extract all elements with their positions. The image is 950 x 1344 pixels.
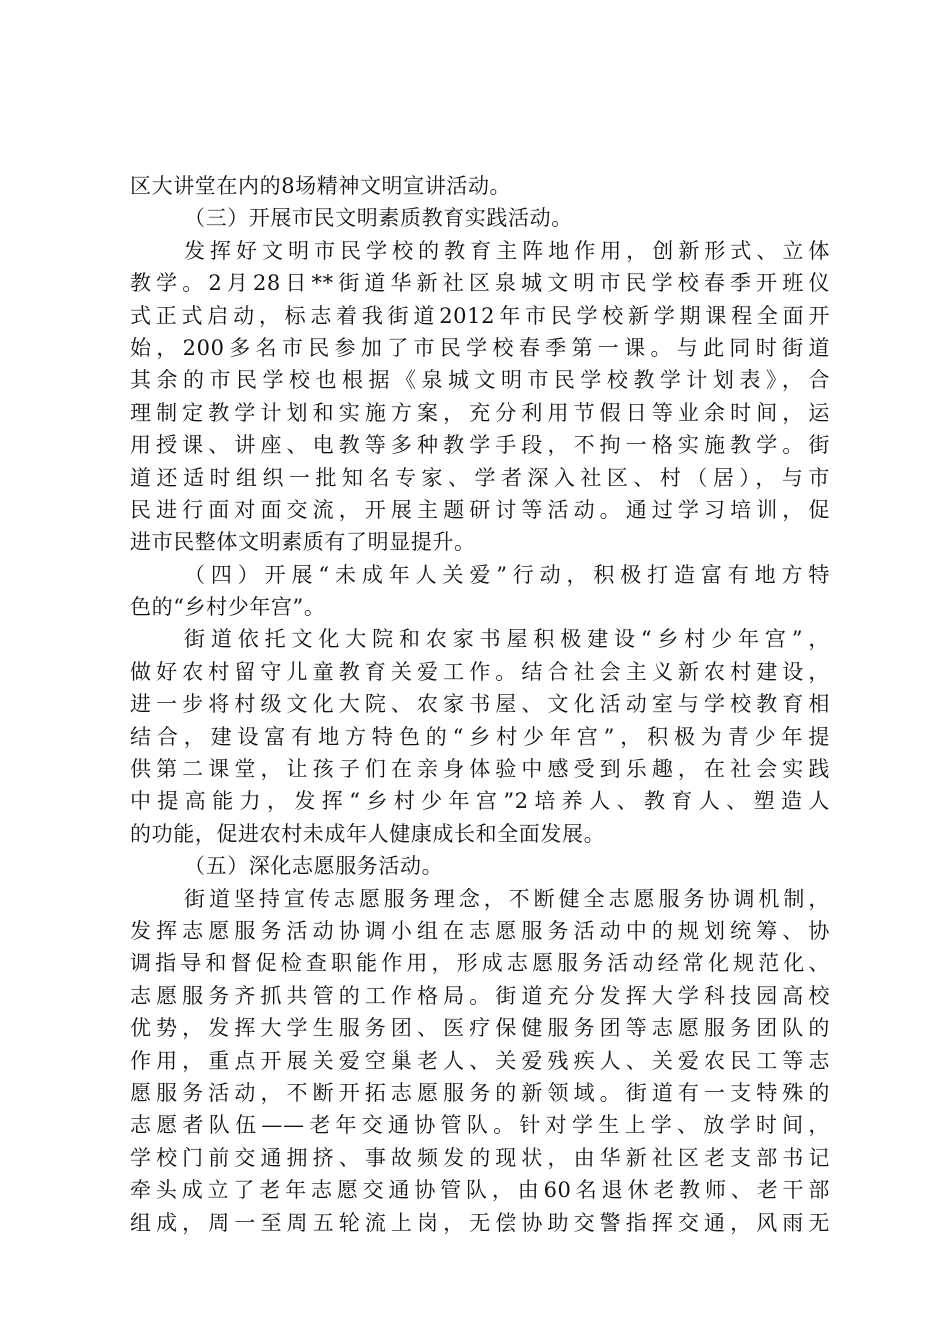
text-line: 结合，建设富有地方特色的“乡村少年宫”，积极为青少年提 — [130, 724, 830, 749]
text-line: 区大讲堂在内的8场精神文明宣讲活动。 — [130, 174, 512, 198]
text-line: 民进行面对面交流，开展主题研讨等活动。通过学习培训，促 — [130, 497, 830, 522]
text-line: 街道依托文化大院和农家书屋积极建设“乡村少年宫”， — [184, 627, 830, 652]
text-line: 道还适时组织一批知名专家、学者深入社区、村（居），与市 — [130, 465, 830, 490]
text-line: 其余的市民学校也根据《泉城文明市民学校教学计划表》，合 — [130, 368, 830, 393]
text-line: 的功能，促进农村未成年人健康成长和全面发展。 — [130, 821, 606, 846]
text-line: 调指导和督促检查职能作用，形成志愿服务活动经常化规范化、 — [130, 951, 830, 976]
text-line: 色的“乡村少年宫”。 — [130, 595, 326, 620]
text-line: 街道坚持宣传志愿服务理念，不断健全志愿服务协调机制， — [184, 886, 830, 911]
document-page — [130, 170, 830, 1239]
text-line: 作用，重点开展关爱空巢老人、关爱残疾人、关爱农民工等志 — [130, 1048, 830, 1073]
text-line: （五）深化志愿服务活动。 — [184, 854, 444, 879]
text-line: 优势，发挥大学生服务团、医疗保健服务团等志愿服务团队的 — [130, 1016, 830, 1041]
text-line: 发挥志愿服务活动协调小组在志愿服务活动中的规划统筹、协 — [130, 918, 830, 943]
text-line: 发挥好文明市民学校的教育主阵地作用，创新形式、立体 — [184, 238, 830, 263]
text-line: 式正式启动，标志着我街道2012年市民学校新学期课程全面开 — [130, 303, 830, 328]
text-line: 始，200多名市民参加了市民学校春季第一课。与此同时街道 — [130, 335, 830, 360]
text-line: 牵头成立了老年志愿交通协管队，由60名退休老教师、老干部 — [130, 1178, 830, 1203]
text-line: 理制定教学计划和实施方案，充分利用节假日等业余时间，运 — [130, 400, 830, 425]
text-line: 供第二课堂，让孩子们在亲身体验中感受到乐趣，在社会实践 — [130, 757, 830, 782]
text-line: 志愿者队伍——老年交通协管队。针对学生上学、放学时间， — [130, 1113, 830, 1138]
text-line: 进一步将村级文化大院、农家书屋、文化活动室与学校教育相 — [130, 692, 830, 717]
text-line: 进市民整体文明素质有了明显提升。 — [130, 530, 476, 555]
text-line: 中提高能力，发挥“乡村少年宫”2培养人、教育人、塑造人 — [130, 789, 830, 814]
text-line: 教学。2月28日**街道华新社区泉城文明市民学校春季开班仪 — [130, 271, 830, 296]
text-line: 学校门前交通拥挤、事故频发的现状，由华新社区老支部书记 — [130, 1145, 830, 1170]
text-line: 用授课、讲座、电教等多种教学手段，不拘一格实施教学。街 — [130, 433, 830, 458]
text-line: 组成，周一至周五轮流上岗，无偿协助交警指挥交通，风雨无 — [130, 1210, 830, 1235]
text-line: （四）开展“未成年人关爱”行动，积极打造富有地方特 — [184, 562, 830, 587]
text-line: 愿服务活动，不断开拓志愿服务的新领域。街道有一支特殊的 — [130, 1080, 830, 1105]
text-line: （三）开展市民文明素质教育实践活动。 — [184, 206, 573, 231]
text-line: 志愿服务齐抓共管的工作格局。街道充分发挥大学科技园高校 — [130, 983, 830, 1008]
text-line: 做好农村留守儿童教育关爱工作。结合社会主义新农村建设， — [130, 659, 830, 684]
